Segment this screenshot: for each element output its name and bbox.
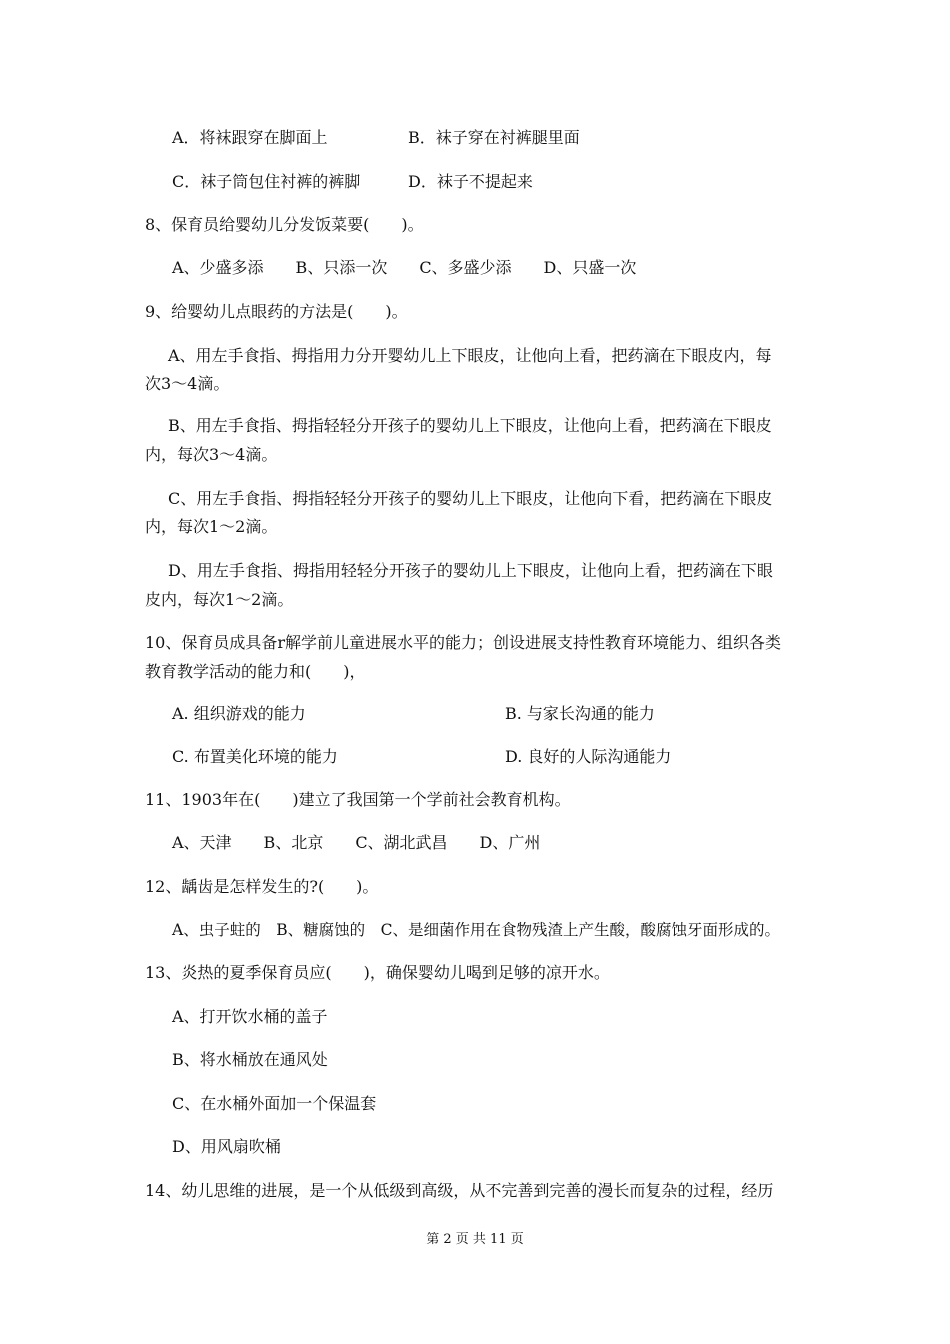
q9-option-c-line1: C、用左手食指、拇指轻轻分开孩子的婴幼儿上下眼皮，让他向下看，把药滴在下眼皮 xyxy=(168,489,773,508)
q9-option-a-line1: A、用左手食指、拇指用力分开婴幼儿上下眼皮，让他向上看，把药滴在下眼皮内，每 xyxy=(168,346,772,365)
page-footer: 第 2 页 共 11 页 xyxy=(426,1232,524,1247)
q9-option-d-line2: 皮内，每次1～2滴。 xyxy=(145,590,294,609)
q11-stem: 11、1903年在( )建立了我国第一个学前社会教育机构。 xyxy=(145,790,571,809)
q7-option-b: B．袜子穿在衬裤腿里面 xyxy=(408,128,580,147)
q13-stem: 13、炎热的夏季保育员应( )，确保婴幼儿喝到足够的凉开水。 xyxy=(145,963,610,982)
q10-stem-line2: 教育教学活动的能力和( )， xyxy=(145,662,366,681)
q13-option-c: C、在水桶外面加一个保温套 xyxy=(172,1094,377,1113)
q13-option-a: A、打开饮水桶的盖子 xyxy=(172,1007,328,1026)
q10-option-d: D. 良好的人际沟通能力 xyxy=(505,747,672,766)
q7-option-d: D．袜子不提起来 xyxy=(408,172,533,191)
q10-stem-line1: 10、保育员成具备r解学前儿童进展水平的能力；创设进展支持性教育环境能力、组织各类 xyxy=(145,633,782,652)
q12-stem: 12、龋齿是怎样发生的?( )。 xyxy=(145,877,379,896)
q10-option-a: A. 组织游戏的能力 xyxy=(172,704,306,723)
q9-option-a-line2: 次3～4滴。 xyxy=(145,374,230,393)
q9-option-b-line2: 内，每次3～4滴。 xyxy=(145,445,278,464)
q11-options: A、天津 B、北京 C、湖北武昌 D、广州 xyxy=(172,833,541,852)
q7-option-c: C．袜子筒包住衬裤的裤脚 xyxy=(172,172,361,191)
q14-stem: 14、幼儿思维的进展，是一个从低级到高级，从不完善到完善的漫长而复杂的过程，经历 xyxy=(145,1181,774,1200)
q9-option-b-line1: B、用左手食指、拇指轻轻分开孩子的婴幼儿上下眼皮，让他向上看，把药滴在下眼皮 xyxy=(168,416,772,435)
q9-option-d-line1: D、用左手食指、拇指用轻轻分开孩子的婴幼儿上下眼皮，让他向上看，把药滴在下眼 xyxy=(168,561,773,580)
q8-stem: 8、保育员给婴幼儿分发饭菜要( )。 xyxy=(145,215,424,234)
q10-option-c: C. 布置美化环境的能力 xyxy=(172,747,338,766)
q8-options: A、少盛多添 B、只添一次 C、多盛少添 D、只盛一次 xyxy=(172,258,637,277)
q12-options: A、虫子蛀的 B、糖腐蚀的 C、是细菌作用在食物残渣上产生酸，酸腐蚀牙面形成的。 xyxy=(172,921,780,939)
q13-option-d: D、用风扇吹桶 xyxy=(172,1137,281,1156)
q13-option-b: B、将水桶放在通风处 xyxy=(172,1050,328,1069)
q9-stem: 9、给婴幼儿点眼药的方法是( )。 xyxy=(145,302,408,321)
q10-option-b: B. 与家长沟通的能力 xyxy=(505,704,655,723)
q9-option-c-line2: 内，每次1～2滴。 xyxy=(145,517,278,536)
q7-option-a: A．将袜跟穿在脚面上 xyxy=(172,128,328,147)
